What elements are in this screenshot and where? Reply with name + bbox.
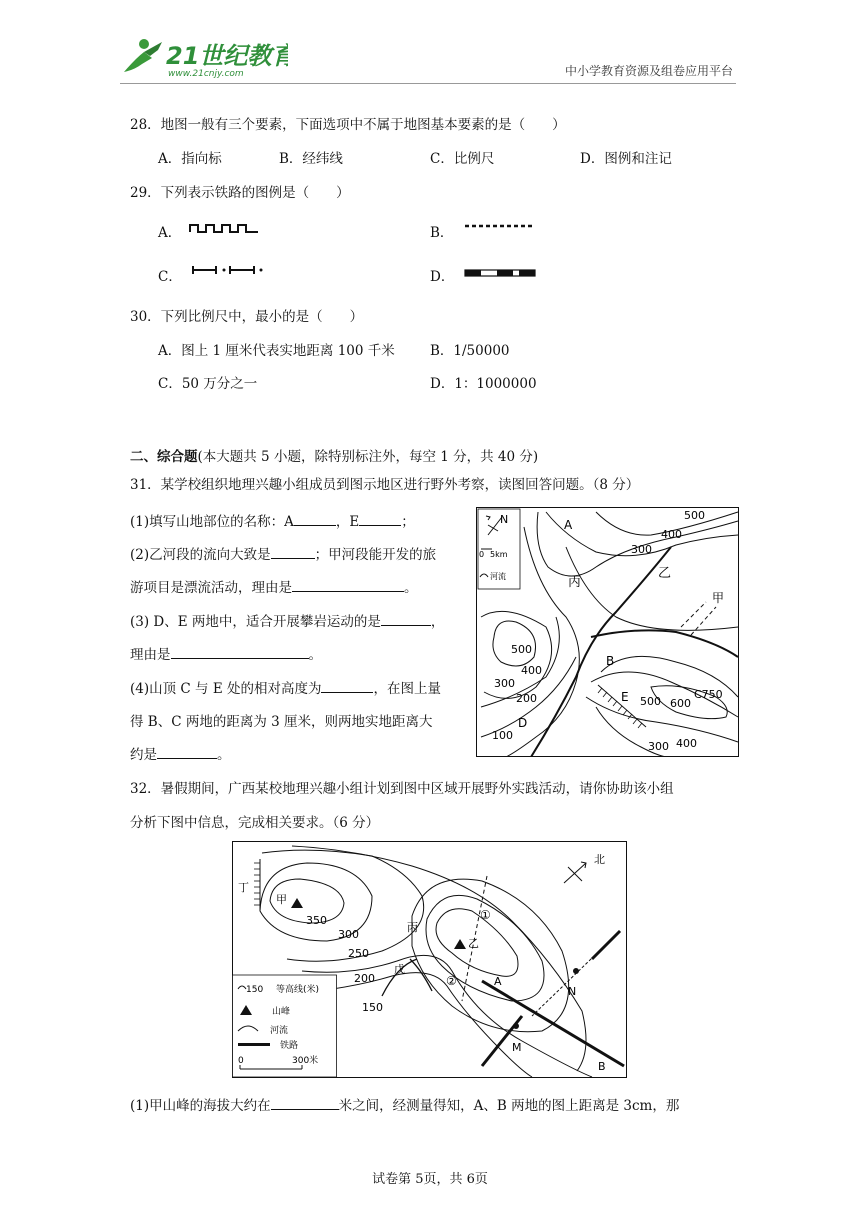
svg-text:D: D bbox=[518, 716, 528, 730]
scale-label: 5km bbox=[490, 550, 508, 559]
q29-option-d: D． bbox=[430, 269, 455, 285]
river-label: 河流 bbox=[490, 572, 506, 581]
section-note: (本大题共 5 小题，除特别标注外，每空 1 分，共 40 分) bbox=[197, 449, 539, 465]
contour-map-q32 bbox=[232, 841, 627, 1078]
q29-option-c: C． bbox=[158, 269, 182, 285]
svg-text:甲: 甲 bbox=[712, 591, 725, 605]
svg-text:山峰: 山峰 bbox=[272, 1007, 291, 1017]
north-label-2: 北 bbox=[594, 853, 605, 866]
svg-text:C750: C750 bbox=[694, 688, 723, 701]
svg-text:B: B bbox=[598, 1060, 606, 1073]
svg-text:丙: 丙 bbox=[407, 921, 418, 934]
legend-symbol-c bbox=[190, 264, 264, 276]
svg-text:①: ① bbox=[480, 908, 491, 922]
svg-text:等高线(米): 等高线(米) bbox=[276, 985, 320, 995]
svg-text:500: 500 bbox=[511, 643, 532, 656]
q31-line-3: 游项目是漂流活动，理由是 。 bbox=[130, 580, 418, 596]
svg-text:100: 100 bbox=[492, 729, 513, 742]
svg-text:500: 500 bbox=[640, 695, 661, 708]
contour-map-q31 bbox=[476, 507, 739, 757]
q31-line-6: (4)山顶 C 与 E 处的相对高度为 ，在图上量 bbox=[130, 681, 441, 697]
q31-line-4: (3) D、E 两地中，适合开展攀岩运动的是 ， bbox=[130, 614, 445, 630]
header-divider bbox=[120, 83, 736, 84]
q31-line-5: 理由是 。 bbox=[130, 647, 322, 663]
site-logo bbox=[118, 36, 288, 80]
section-title: 二、综合题 bbox=[130, 449, 198, 465]
svg-text:200: 200 bbox=[354, 972, 375, 985]
svg-text:河流: 河流 bbox=[270, 1026, 289, 1036]
platform-name: 中小学教育资源及组卷应用平台 bbox=[564, 64, 733, 78]
q30-option-d: D．1：1000000 bbox=[430, 376, 537, 392]
svg-text:乙: 乙 bbox=[658, 566, 672, 581]
blank-flow[interactable] bbox=[271, 546, 315, 559]
q28-stem: 28．地图一般有三个要素，下面选项中不属于地图基本要素的是（ ） bbox=[130, 117, 566, 133]
q29-stem: 29．下列表示铁路的图例是（ ） bbox=[130, 185, 350, 201]
north-label: N bbox=[500, 513, 509, 526]
q31-line-7: 得 B、C 两地的距离为 3 厘米，则两地实地距离大 bbox=[130, 714, 433, 730]
q28-option-d: D．图例和注记 bbox=[580, 151, 672, 167]
page-footer: 试卷第 5页，共 6页 bbox=[372, 1172, 488, 1187]
q32-line-1: (1)甲山峰的海拔大约在 米之间，经测量得知，A、B 两地的图上距离是 3cm，那 bbox=[130, 1098, 680, 1114]
q32-stem-1: 32．暑假期间，广西某校地理兴趣小组计划到图中区域开展野外实践活动，请你协助该小组 bbox=[130, 781, 674, 797]
blank-climb-reason[interactable] bbox=[171, 646, 309, 659]
svg-text:300: 300 bbox=[338, 928, 359, 941]
q28-option-a: A．指向标 bbox=[158, 151, 222, 167]
blank-distance[interactable] bbox=[157, 746, 217, 759]
svg-text:A: A bbox=[494, 975, 502, 988]
svg-text:A: A bbox=[564, 518, 573, 532]
svg-text:甲: 甲 bbox=[276, 893, 287, 906]
svg-text:乙: 乙 bbox=[468, 937, 479, 950]
svg-text:200: 200 bbox=[516, 692, 537, 705]
q28-option-b: B．经纬线 bbox=[279, 151, 343, 167]
q31-line-8: 约是 。 bbox=[130, 747, 231, 763]
logo-url: www.21cnjy.com bbox=[168, 69, 244, 79]
legend-symbol-a bbox=[188, 222, 262, 234]
q30-stem: 30．下列比例尺中，最小的是（ ） bbox=[130, 309, 364, 325]
blank-e[interactable] bbox=[359, 513, 401, 526]
q31-stem: 31．某学校组织地理兴趣小组成员到图示地区进行野外考察，读图回答问题。（8 分） bbox=[130, 477, 640, 493]
q29-option-a: A． bbox=[158, 225, 182, 241]
svg-text:N: N bbox=[568, 985, 577, 998]
svg-text:300: 300 bbox=[494, 677, 515, 690]
svg-text:丙: 丙 bbox=[568, 575, 582, 590]
svg-text:250: 250 bbox=[348, 947, 369, 960]
svg-text:M: M bbox=[512, 1041, 522, 1054]
svg-text:300: 300 bbox=[648, 740, 669, 753]
blank-climb[interactable] bbox=[381, 613, 431, 626]
blank-altitude[interactable] bbox=[271, 1097, 339, 1110]
q28-option-c: C．比例尺 bbox=[430, 151, 495, 167]
svg-text:400: 400 bbox=[676, 737, 697, 750]
q30-option-a: A．图上 1 厘米代表实地距离 100 千米 bbox=[158, 343, 395, 359]
blank-a[interactable] bbox=[294, 513, 336, 526]
svg-text:300: 300 bbox=[631, 543, 652, 556]
svg-text:丁: 丁 bbox=[238, 881, 249, 894]
section-heading bbox=[130, 445, 538, 465]
svg-text:②: ② bbox=[446, 974, 457, 988]
legend-symbol-b bbox=[464, 222, 534, 230]
svg-text:500: 500 bbox=[684, 509, 705, 522]
svg-text:E: E bbox=[621, 690, 629, 704]
q30-option-b: B．1/50000 bbox=[430, 343, 510, 359]
q31-line-1: (1)填写山地部位的名称：A ，E ； bbox=[130, 514, 415, 530]
svg-text:0: 0 bbox=[238, 1056, 244, 1066]
svg-text:B: B bbox=[606, 654, 615, 668]
blank-height[interactable] bbox=[321, 680, 373, 693]
q31-line-2: (2)乙河段的流向大致是 ；甲河段能开发的旅 bbox=[130, 547, 437, 563]
q30-option-c: C．50 万分之一 bbox=[158, 376, 258, 392]
svg-text:350: 350 bbox=[306, 914, 327, 927]
legend-symbol-d bbox=[464, 269, 538, 279]
svg-text:150: 150 bbox=[246, 985, 264, 995]
logo-text: 21世纪教育 bbox=[166, 42, 288, 70]
svg-text:400: 400 bbox=[661, 528, 682, 541]
svg-text:150: 150 bbox=[362, 1001, 383, 1014]
blank-reason[interactable] bbox=[292, 579, 404, 592]
svg-text:铁路: 铁路 bbox=[280, 1041, 299, 1051]
q32-stem-2: 分析下图中信息，完成相关要求。（6 分） bbox=[130, 815, 380, 831]
q29-option-b: B． bbox=[430, 225, 454, 241]
svg-text:戊: 戊 bbox=[394, 963, 405, 976]
svg-text:600: 600 bbox=[670, 697, 691, 710]
svg-text:300米: 300米 bbox=[292, 1056, 319, 1066]
svg-text:0: 0 bbox=[479, 550, 485, 559]
svg-text:400: 400 bbox=[521, 664, 542, 677]
